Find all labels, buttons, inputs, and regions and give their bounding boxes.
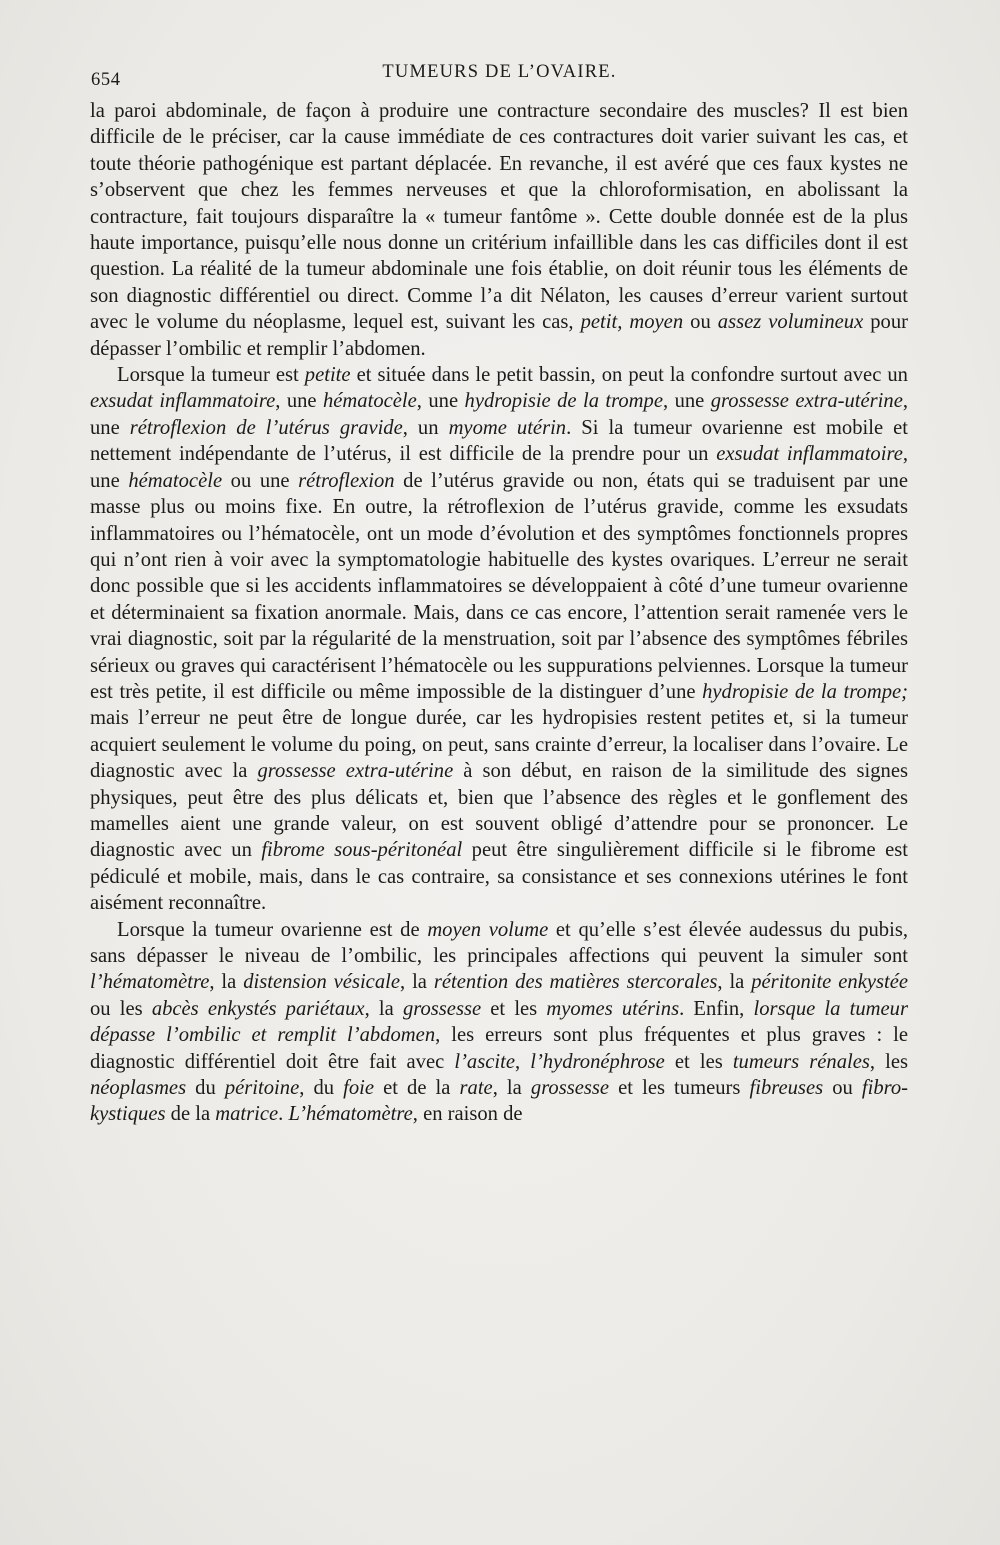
italic-term: péritoine [224, 1077, 300, 1100]
italic-term: l’ascite [454, 1050, 515, 1073]
italic-term: hydropisie de la trompe [464, 390, 663, 413]
italic-term: hématocèle [128, 469, 223, 492]
italic-term: myome utérin [448, 416, 567, 439]
italic-term: exsudat inflammatoire [716, 443, 903, 466]
italic-term: petit, moyen [580, 311, 684, 334]
italic-term: rétroflexion [298, 469, 395, 492]
italic-term: hydropisie de la trompe; [702, 680, 908, 703]
italic-term: tumeurs rénales [732, 1050, 870, 1073]
italic-term: rétention des matières stercorales [433, 971, 718, 994]
italic-term: lorsque la tumeur dépasse l’ombilic et remplit l’abdomen [90, 997, 908, 1047]
italic-term: grossesse extra-utérine [257, 760, 454, 783]
italic-term: grossesse [530, 1077, 610, 1100]
italic-term: péritonite enkystée [751, 971, 908, 994]
italic-term: abcès enkystés pariétaux [151, 997, 365, 1020]
running-title: TUMEURS DE L’OVAIRE. [382, 62, 617, 82]
italic-term: fibreuses [749, 1077, 824, 1100]
italic-term: matrice [215, 1103, 279, 1126]
italic-term: exsudat inflammatoire [90, 390, 276, 413]
italic-term: petite [304, 364, 351, 387]
italic-term: distension vésicale [243, 971, 400, 994]
italic-term: néoplasmes [90, 1077, 187, 1100]
italic-term: l’hydronéphrose [530, 1050, 665, 1073]
body-text [90, 98, 908, 1128]
italic-term: moyen volume [427, 918, 549, 941]
italic-term: foie [343, 1077, 375, 1100]
page-number: 654 [91, 70, 121, 90]
paragraph-1: la paroi abdominale, de façon à produire une contracture secondaire des muscles? Il est bien difficile de le préciser, car la cause immédiate de ces contractures doit varier suivant les cas, et toute théorie pathogénique est partant déplacée. En revanche, il est avéré que ces faux kystes ne s’observent que chez les femmes nerveuses et que la chloroformisation, en abolissant la contracture, fait toujours disparaître la « tumeur fantôme ». Cette double donnée est de la plus haute importance, puisqu’elle nous donne un critérium infaillible dans les cas difficiles dont il est question. La réalité de la tumeur abdominale une fois établie, on doit réunir tous les éléments de son diagnostic différentiel ou direct. Comme l’a dit Nélaton, les causes d’erreur varient surtout avec le volume du néoplasme, lequel est, suivant les cas, petit, moyen ou assez volumineux pour dépasser l’ombilic et remplir l’abdomen. [90, 100, 908, 360]
italic-term: fibro-kystiques [90, 1077, 909, 1126]
italic-term: rétroflexion de l’utérus gravide [129, 416, 403, 439]
italic-term: rate [459, 1077, 493, 1100]
italic-term: L’hématomètre [288, 1103, 413, 1126]
italic-term: grossesse [402, 997, 482, 1020]
italic-term: grossesse extra-utérine [710, 390, 903, 413]
paragraph-3: Lorsque la tumeur ovarienne est de moyen volume et qu’elle s’est élevée audessus du pubis, sans dépasser le niveau de l’ombilic, les principales affections qui peuvent la simuler sont l’hématomètre, la distension vésicale, la rétention des matières stercorales, la péritonite enkystée ou les abcès enkystés pariétaux, la grossesse et les myomes utérins. Enfin, lorsque la tumeur dépasse l’ombilic et remplit l’abdomen, les erreurs sont plus fréquentes et plus graves : le diagnostic différentiel doit être fait avec l’ascite, l’hydronéphrose et les tumeurs rénales, les néoplasmes du péritoine, du foie et de la rate, la grossesse et les tumeurs fibreuses ou fibro-kystiques de la matrice. L’hématomètre, en raison de [90, 918, 909, 1126]
italic-term: assez volumineux [717, 311, 864, 334]
italic-term: myomes utérins [546, 997, 680, 1020]
italic-term: fibrome sous-péritonéal [261, 839, 463, 862]
paragraph-2: Lorsque la tumeur est petite et située dans le petit bassin, on peut la confondre surtout avec un exsudat inflammatoire, une hématocèle, une hydropisie de la trompe, une grossesse extra-utérine, une rétroflexion de l’utérus gravide, un myome utérin. Si la tumeur ovarienne est mobile et nettement indépendante de l’utérus, il est difficile de la prendre pour un exsudat inflammatoire, une hématocèle ou une rétroflexion de l’utérus gravide ou non, états qui se traduisent par une masse plus ou moins fixe. En outre, la rétroflexion de l’utérus gravide, comme les exsudats inflammatoires ou l’hématocèle, ont un mode d’évolution et des symptômes fonctionnels propres qui n’ont rien à voir avec la symptomatologie habituelle des kystes ovariques. L’erreur ne serait donc possible que si les accidents inflammatoires se développaient à côté d’une tumeur ovarienne et déterminaient sa fixation anormale. Mais, dans ce cas encore, l’attention serait ramenée vers le vrai diagnostic, soit par la régularité de la menstruation, soit par l’absence des symptômes fébriles sérieux ou graves qui caractérisent l’hématocèle ou les suppurations pelviennes. Lorsque la tumeur est très petite, il est difficile ou même impossible de la distinguer d’une hydropisie de la trompe; mais l’erreur ne peut être de longue durée, car les hydropisies restent petites et, si la tumeur acquiert seulement le volume du poing, on peut, sans crainte d’erreur, la localiser dans l’ovaire. Le diagnostic avec la grossesse extra-utérine à son début, en raison de la similitude des signes physiques, peut être des plus délicats et, bien que l’absence des règles et le gonflement des mamelles aient une grande valeur, on est souvent obligé d’attendre pour se prononcer. Le diagnostic avec un fibrome sous-péritonéal peut être singulièrement difficile si le fibrome est pédiculé et mobile, mais, dans le cas contraire, sa consistance et ses connexions utérines le font aisément reconnaître. [90, 364, 909, 915]
italic-term: l’hématomètre [90, 971, 210, 994]
italic-term: hématocèle [323, 390, 417, 413]
running-head [91, 58, 908, 98]
